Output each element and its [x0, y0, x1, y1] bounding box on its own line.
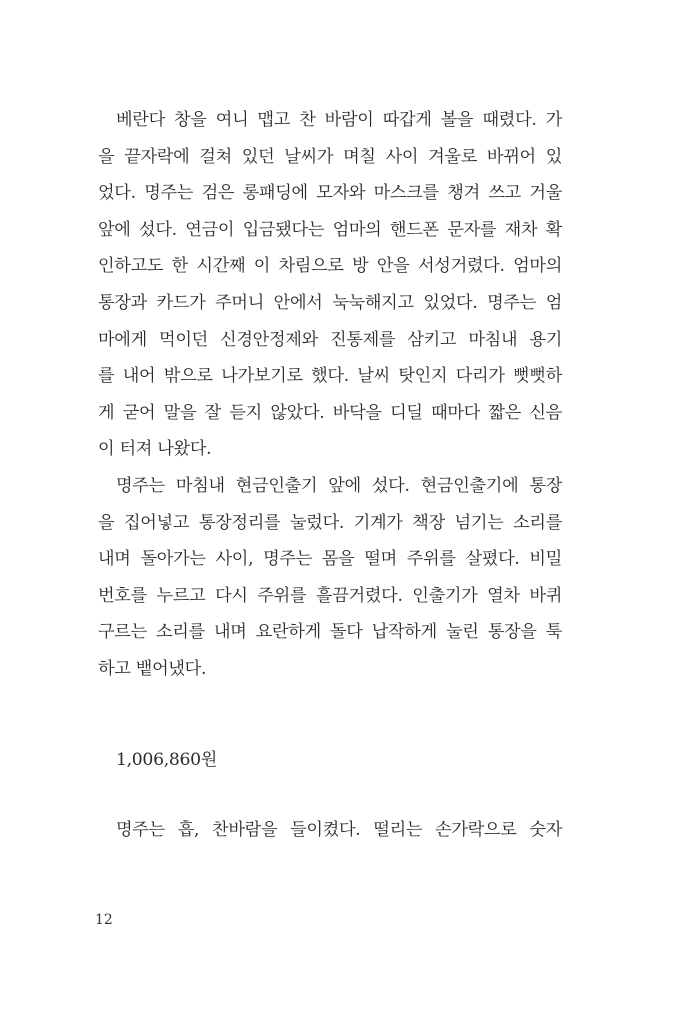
text-line: 명주는 흡, 찬바람을 들이켰다. 떨리는 손가락으로 숫자: [116, 820, 562, 840]
paragraph-1: [98, 102, 562, 468]
text-line: 를 내어 밖으로 나가보기로 했다. 날씨 탓인지 다리가 뻣뻣하: [98, 366, 562, 387]
text-line: 마에게 먹이던 신경안정제와 진통제를 삼키고 마침내 용기: [98, 329, 562, 350]
page-number: 12: [95, 912, 113, 928]
text-line: 명주는 마침내 현금인출기 앞에 섰다. 현금인출기에 통장: [116, 475, 562, 496]
text-line: 게 굳어 말을 잘 듣지 않았다. 바닥을 디딜 때마다 짧은 신음: [98, 402, 562, 423]
text-line: 이 터져 나왔다.: [98, 439, 212, 460]
text-line: 을 집어넣고 통장정리를 눌렀다. 기계가 책장 넘기는 소리를: [98, 512, 562, 533]
text-line: 구르는 소리를 내며 요란하게 돌다 납작하게 눌린 통장을 툭: [98, 622, 562, 643]
text-line: 베란다 창을 여니 맵고 찬 바람이 따갑게 볼을 때렸다. 가: [116, 110, 562, 130]
text-line: 을 끝자락에 걸쳐 있던 날씨가 며칠 사이 겨울로 바뀌어 있: [98, 146, 562, 167]
text-line: 통장과 카드가 주머니 안에서 눅눅해지고 있었다. 명주는 엄: [98, 292, 562, 313]
text-line: 번호를 누르고 다시 주위를 흘끔거렸다. 인출기가 열차 바퀴: [98, 585, 562, 606]
text-line: 앞에 섰다. 연금이 입금됐다는 엄마의 핸드폰 문자를 재차 확: [98, 219, 562, 240]
paragraph-3: [98, 812, 562, 849]
text-line: 하고 뱉어냈다.: [98, 658, 207, 679]
text-line: 인하고도 한 시간째 이 차림으로 방 안을 서성거렸다. 엄마의: [98, 256, 562, 277]
text-line: 었다. 명주는 검은 롱패딩에 모자와 마스크를 챙겨 쓰고 거울: [98, 183, 562, 204]
text-line: 내며 돌아가는 사이, 명주는 몸을 떨며 주위를 살폈다. 비밀: [98, 549, 562, 570]
body-text: [98, 102, 562, 688]
bankbook-amount: 1,006,860원: [116, 750, 218, 770]
paragraph-2: [98, 468, 562, 688]
